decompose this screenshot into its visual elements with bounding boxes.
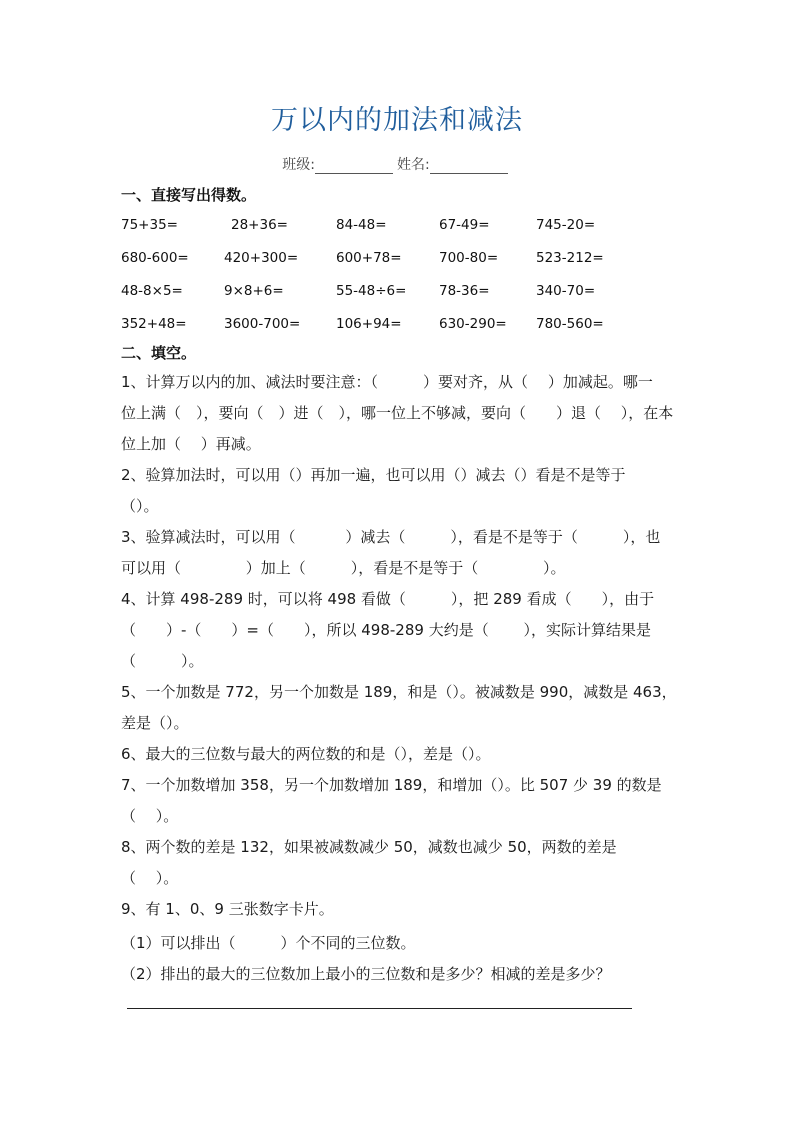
calc-item: 420+300= (224, 250, 299, 266)
class-blank[interactable] (315, 159, 393, 174)
question-line: 可以用（ ）加上（ ），看是不是等于（ ）。 (121, 559, 566, 577)
question-line: （）。 (121, 497, 159, 515)
calc-item: 600+78= (336, 250, 402, 266)
question-line: 5、一个加数是 772，另一个加数是 189，和是（）。被减数是 990，减数是 463， (121, 683, 677, 701)
grid-row (121, 250, 681, 280)
name-label: 姓名: (397, 157, 430, 173)
calc-item: 84-48= (336, 217, 387, 233)
calc-item: 630-290= (439, 316, 507, 332)
question-line: 2、验算加法时，可以用（）再加一遍，也可以用（）减去（）看是不是等于 (121, 466, 626, 484)
calc-item: 106+94= (336, 316, 402, 332)
question-line: （ ）。 (121, 652, 204, 670)
question-4 (121, 584, 681, 677)
calc-item: 700-80= (439, 250, 499, 266)
calc-item: 75+35= (121, 217, 178, 233)
question-5 (121, 677, 681, 739)
question-line: 9、有 1、0、9 三张数字卡片。 (121, 900, 334, 918)
question-2 (121, 460, 681, 522)
calc-item: 67-49= (439, 217, 490, 233)
calc-item: 9×8+6= (224, 283, 284, 299)
question-line: 位上满（ ），要向（ ）进（ ），哪一位上不够减，要向（ ）退（ ），在本 (121, 404, 674, 422)
question-line: （ ）-（ ）=（ ），所以 498-289 大约是（ ），实际计算结果是 (121, 621, 651, 639)
section-1-heading: 一、直接写出得数。 (121, 186, 257, 204)
question-line: （ ）。 (121, 807, 179, 825)
question-9-part-1: （1）可以排出（ ）个不同的三位数。 (121, 934, 416, 952)
calc-item: 780-560= (536, 316, 604, 332)
answer-line[interactable] (127, 1008, 632, 1009)
name-blank[interactable] (430, 159, 508, 174)
question-9 (121, 894, 681, 925)
question-line: （ ）。 (121, 869, 179, 887)
calc-item: 78-36= (439, 283, 490, 299)
student-info (0, 154, 794, 174)
question-line: 6、最大的三位数与最大的两位数的和是（），差是（）。 (121, 745, 491, 763)
question-line: 8、两个数的差是 132，如果被减数减少 50，减数也减少 50，两数的差是 (121, 838, 617, 856)
question-line: 差是（）。 (121, 714, 189, 732)
question-line: 位上加（ ）再减。 (121, 435, 261, 453)
question-6 (121, 739, 681, 770)
calc-item: 745-20= (536, 217, 596, 233)
section-2-heading: 二、填空。 (121, 344, 197, 362)
question-line: 3、验算减法时，可以用（ ）减去（ ），看是不是等于（ ），也 (121, 528, 661, 546)
calc-item: 352+48= (121, 316, 187, 332)
question-3 (121, 522, 681, 584)
question-8 (121, 832, 681, 894)
question-line: 1、计算万以内的加、减法时要注意：（ ）要对齐，从（ ）加减起。哪一 (121, 373, 653, 391)
calc-item: 680-600= (121, 250, 189, 266)
calculation-grid (121, 217, 681, 337)
calc-item: 523-212= (536, 250, 604, 266)
question-7 (121, 770, 681, 832)
calc-item: 55-48÷6= (336, 283, 407, 299)
calc-item: 3600-700= (224, 316, 301, 332)
question-line: 4、计算 498-289 时，可以将 498 看做（ ），把 289 看成（ ），由于 (121, 590, 655, 608)
page-title: 万以内的加法和减法 (271, 105, 523, 136)
question-line: 7、一个加数增加 358，另一个加数增加 189，和增加（）。比 507 少 39 的数是 (121, 776, 662, 794)
calc-item: 340-70= (536, 283, 596, 299)
class-label: 班级: (282, 157, 315, 173)
question-1 (121, 367, 681, 460)
question-9-part-2: （2）排出的最大的三位数加上最小的三位数和是多少？相减的差是多少？ (121, 965, 611, 983)
grid-row (121, 217, 681, 247)
calc-item: 48-8×5= (121, 283, 183, 299)
calc-item: 28+36= (231, 217, 288, 233)
grid-row (121, 283, 681, 313)
grid-row (121, 316, 681, 346)
